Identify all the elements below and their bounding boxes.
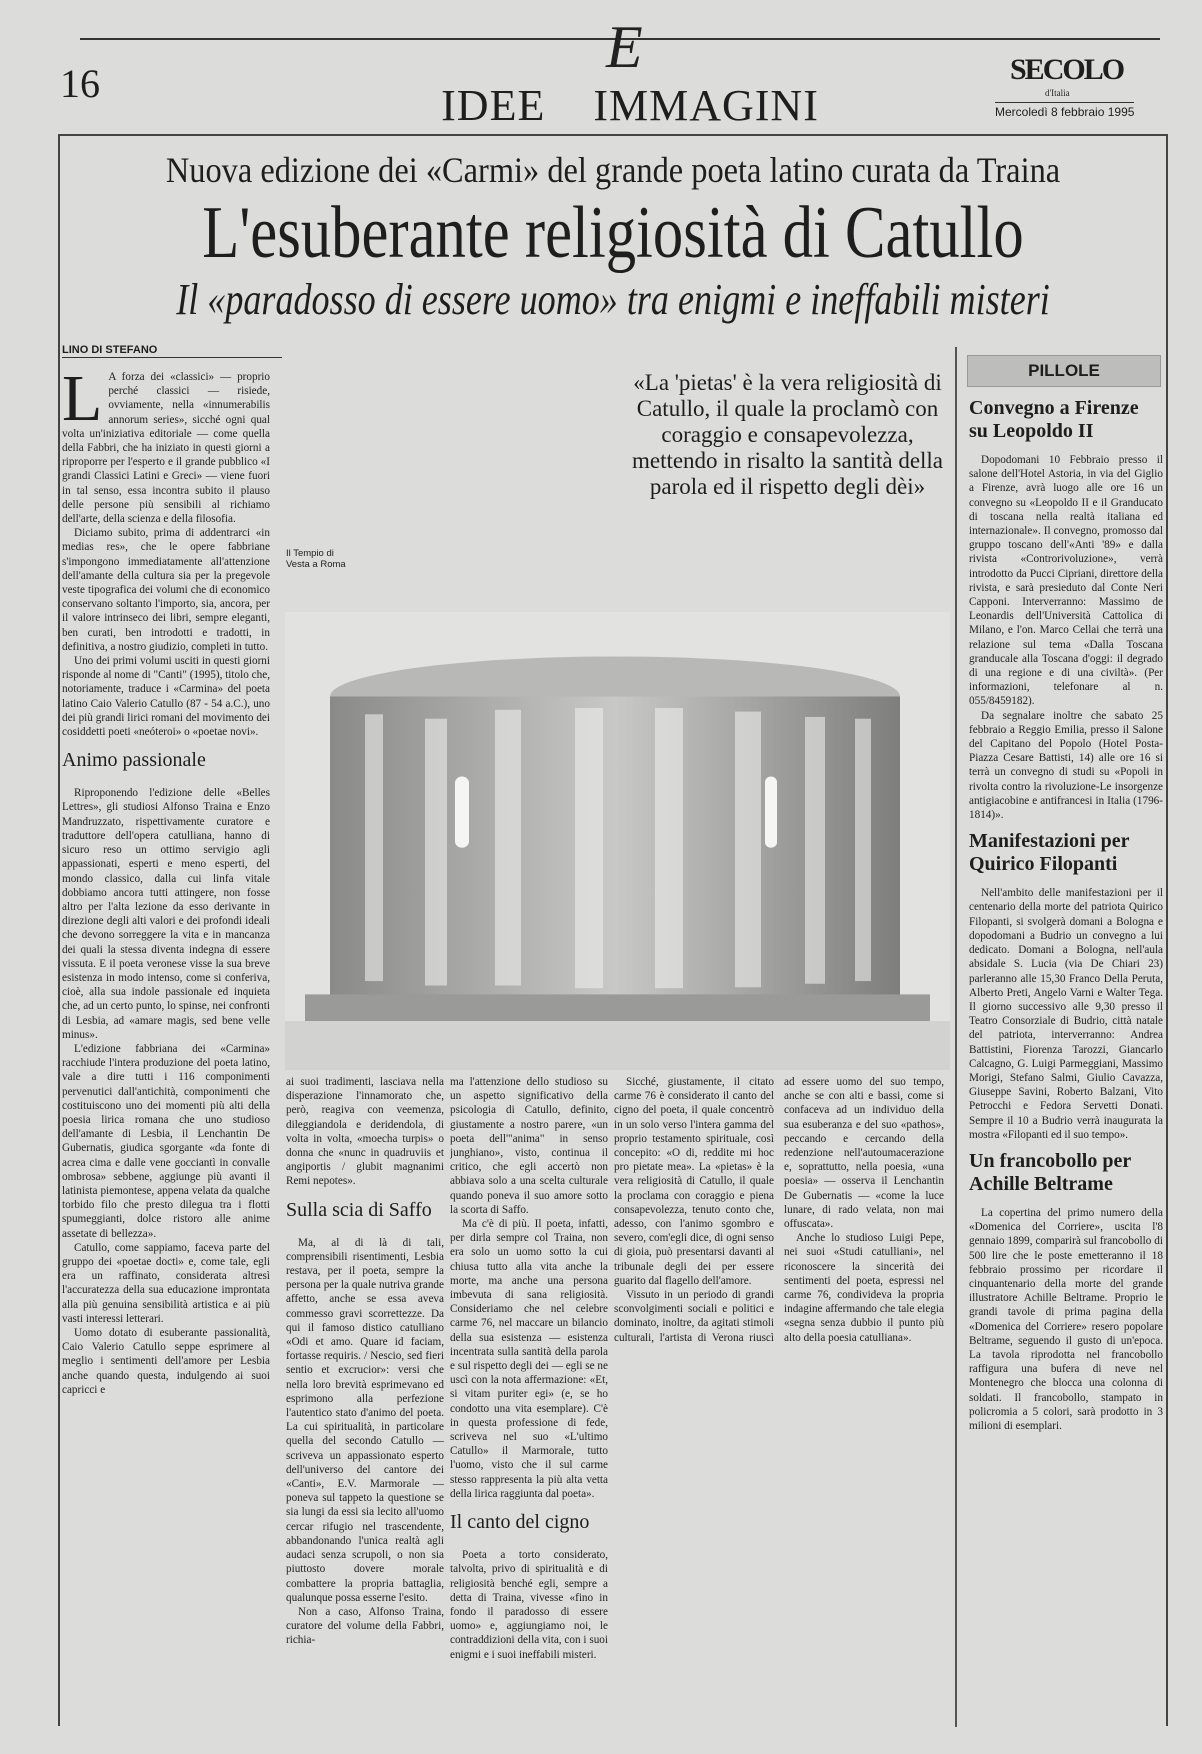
paragraph: Catullo, come sappiamo, faceva parte del gruppo dei «poetae docti» e, come tale, egli era un raffinato, considerata altresì l'accuratezza della sua educazione improntata alla più genuina sensibilità artistica e ai più vasti interessi letterari. xyxy=(62,1241,270,1325)
article-column-3 xyxy=(450,1075,608,1715)
newspaper-logo: SECOLO xyxy=(1010,53,1124,86)
section-ornament: E xyxy=(606,14,643,80)
paragraph: Ma, al di là di tali, comprensibili risentimenti, Lesbia restava, per il poeta, sempre la persona per la quale nutriva grande affetto, anche se essa aveva commesso gravi scorrettezze. Da qui il famoso distico catulliano «Odi et amo. Quare id faciam, fortasse requiris. / Nescio, sed fieri sentio et excrucior»: versi che nella loro brevità esprimevano ed esprimono alla perfezione l'autentico stato d'animo del poeta. La cui spiritualità, in particolare quella del secondo Catullo — scriveva un appassionato esperto dell'universo del cantore dei «Canti», E.V. Marmorale — poneva sul tappeto la questione se sia lungi da essi sia lecito all'uomo cercar rifugio nel trascendente, abbandonando l'unica realtà agli audaci senza scrupoli, o non sia piuttosto dovere morale combattere la propria battaglia, qualunque possa esserne l'esito. xyxy=(286,1236,444,1604)
news-title: Un francobollo per Achille Beltrame xyxy=(969,1149,1131,1195)
article-kicker: Nuova edizione dei «Carmi» del grande poeta latino curata da Traina xyxy=(165,150,1061,190)
paragraph: Diciamo subito, prima di addentrarci «in medias res», che le opere fabbriane s'impongono immediatamente all'attenzione dell'amante della cultura sia per la pregevole veste tipografica dei volumi che di economico conservano soltanto l'importo, sia, ancora, per il valore intrinseco dei libri, sempre eleganti, ben curati, ben introdotti e tradotti, in definitiva, a nostro giudizio, completi in tutto. xyxy=(62,527,270,653)
section-title-part-1: IDEE xyxy=(441,81,546,130)
news-title: Convegno a Firenze su Leopoldo II xyxy=(969,397,1139,442)
byline: LINO DI STEFANO xyxy=(62,344,282,358)
paragraph: A forza dei «classici» — proprio perché classici — risiede, ovviamente, nella «innumerabilis annorum series», sicché ogni qual volta un'iniziativa editoriale — come quella della Fabbri, che ha iniziato in questi giorni a riproporre per l'esperto e il grande pubblico «I grandi Classici Latini e Greci» — viene fuori in tal senso, essa incontra subito il plauso delle persone più sensibili al richiamo dell'arte, della scienza e della filosofia. xyxy=(62,371,270,526)
news-body xyxy=(957,1206,1167,1433)
subheading: Animo passionale xyxy=(62,749,206,772)
paragraph: ai suoi tradimenti, lasciava nella disperazione l'innamorato che, però, reagiva con veemenza, dileggiandola e deridendola, di volta in volta, «moecha turpis» o donna che «nunc in quadruviis et angiportis / glubit magnanimi Remi nepotes». xyxy=(286,1076,444,1188)
page-number: 16 xyxy=(60,61,100,106)
newspaper-logo-sub: d'Italia xyxy=(1045,88,1070,98)
paragraph: L'edizione fabbriana dei «Carmina» racchiude l'intera produzione del poeta latino, vale a dire tutti i 116 componimenti pervenutici dall'antichità, componimenti che costituiscono uno dei momenti più alti della poesia lirica romana che uno studioso dell'amante di Lesbia, il Lenchantin De Gubernatis, giudica sgorgante «da fonte di acrea cima e dalle vene gocciantì in convalle ombrosa» sebbene, aggiunge più avanti il latinista piemontese, appena velata da qualche torbido filo che presto dilegua tra i flotti spumeggianti, dolce ristoro alle anime assetate di bellezza». xyxy=(62,1042,270,1240)
paragraph: ma l'attenzione dello studioso su un aspetto significativo della psicologia di Catullo, definito, giustamente a nostro parere, «un poeta dell'"anima" in senso junghiano», visto, continua il critico, che egli accertò non abbiava solo a una scelta culturale quando poneva il suo amore sotto la scorta di Saffo. xyxy=(450,1076,608,1216)
paragraph: Anche lo studioso Luigi Pepe, nei suoi «Studi catulliani», nel riconoscere la sincerità dei sentimenti del poeta, espressi nel carme 76, condivideva la propria indagine affermando che tale elegia «segna senza dubbio il punto più alto della poesia catulliana». xyxy=(784,1232,944,1344)
section-title xyxy=(410,82,850,130)
paragraph: Riproponendo l'edizione delle «Belles Lettres», gli studiosi Alfonso Traina e Enzo Mandruzzato, rispettivamente curatore e traduttore dell'opera catulliana, hanno di sicuro reso un ottimo servigio agli appassionati, esperti e meno esperti, del mondo classico, dalla cui linfa vitale dobbiamo ancora tutti attingere, non fosse altro per l'alta lezione da esso derivante in direzione degli alti valori e dei profondi ideali che devono sorreggere la vita e in mancanza dei quali la stessa diventa indegna di essere vissuta. E il poeta veronese visse la sua breve esistenza in modo intenso, come si conferiva, cioè, alla sua indole passionale ed inquieta che, ad un certo punto, lo spinse, nei confronti di Lesbia, ad «amare magis, sed bene velle minus». xyxy=(62,787,270,1041)
paragraph: Uomo dotato di esuberante passionalità, Caio Valerio Catullo seppe esprimere al meglio i sentimenti dell'amore per Lesbia anche quando questa, indulgendo ai suoi capricci e xyxy=(62,1327,270,1396)
drop-cap: L xyxy=(62,370,103,435)
subheading: Il canto del cigno xyxy=(450,1511,590,1534)
article-column-2 xyxy=(286,1075,444,1715)
sidebar-pillole xyxy=(955,347,1167,1727)
paragraph: Uno dei primi volumi usciti in questi giorni risponde al nome di "Canti" (1995), titolo che, notoriamente, traduce i «Carmina» del poeta latino Caio Valerio Catullo (87 - 54 a.C.), uno dei più grandi lirici romani del movimento dei cosiddetti poeti «neóteroi» o «poetae novi». xyxy=(62,655,270,739)
paragraph: Poeta a torto considerato, talvolta, privo di spiritualità e di religiosità benché egli, sempre a detta di Traina, vivesse «fino in fondo il paradosso di essere uomo» e, aggiungiamo noi, le contraddizioni della vita, con i suoi enigmi e i suoi ineffabili misteri. xyxy=(450,1549,608,1661)
paragraph: La copertina del primo numero della «Domenica del Corriere», uscita l'8 gennaio 1899, comparirà sul francobollo di 500 lire che le poste emetteranno il 18 febbraio prossimo per ricordare il cinquantenario della morte del grande illustratore Achille Beltrame. Proprio le grandi tavole di prima pagina della «Domenica del Corriere» resero popolare Beltrame, seguendo il gusto di un'epoca. La tavola riprodotta nel francobollo raffigura una bufera di neve nel Montenegro che blocca una colonna di soldati. Il francobollo, stampato in policromia a 5 colori, sarà prodotto in 3 milioni di esemplari. xyxy=(969,1206,1163,1432)
photo-caption: Il Tempio di Vesta a Roma xyxy=(286,548,346,570)
pull-quote: «La 'pietas' è la vera religiosità di Catullo, il quale la proclamò con coraggio e consapevolezza, mettendo in risalto la santità della parola ed il rispetto degli dèi» xyxy=(631,370,944,499)
paragraph: Sicché, giustamente, il citato carme 76 è considerato il canto del cigno del poeta, il quale concentrò in un solo verso l'intera gamma del proprio testamento spirituale, così concepito: «O di, reddite mi hoc pro pietate mea». La «pietas» è la vera religiosità di Catullo, il quale la proclama con coraggio e piena consapevolezza, tenuto conto che, adesso, con l'animo sgombro e severo, com'egli dice, di ogni senso di gioia, può presentarsi davanti al tribunale degli dei per essere guarito dal flagello dell'amore. xyxy=(614,1076,774,1287)
article-column-4 xyxy=(614,1075,944,1715)
paragraph: Nell'ambito delle manifestazioni per il centenario della morte del patriota Quirico Filopanti, si svolgerà domani a Bologna e dopodomani a Budrio un convegno a lui dedicato. Domani a Bologna, nell'aula absidale S. Lucia (via De Chiari 23) parleranno alle 15,30 Franco Della Peruta, Alberto Preti, Angelo Varni e Walter Tega. Il giorno successivo alle 9,30 presso il Teatro Consorziale di Budrio, città natale del patriota, interverranno: Andrea Battistini, Fiorenza Tarozzi, Giancarlo Calcagno, G. Luigi Parmeggiani, Massimo Morigi, Stefano Salmi, Giulio Cavazza, Giuseppe Savini, Roberto Balzani, Vito Petrocchi e Fedora Servetti Donati. Sempre il 10 a Budrio verrà inaugurata la mostra «Filopanti ed il suo tempo». xyxy=(969,887,1163,1141)
news-title: Manifestazioni per Quirico Filopanti xyxy=(969,830,1130,876)
article-title: L'esuberante religiosità di Catullo xyxy=(202,192,1024,274)
issue-date: Mercoledì 8 febbraio 1995 xyxy=(995,102,1134,119)
temple-of-vesta-photo xyxy=(285,612,950,1070)
article-subtitle: Il «paradosso di essere uomo» tra enigmi e ineffabili misteri xyxy=(176,275,1050,324)
subheading: Sulla scia di Saffo xyxy=(286,1198,432,1221)
news-body xyxy=(957,886,1167,1142)
section-title-part-2: IMMAGINI xyxy=(593,81,819,130)
paragraph: Non a caso, Alfonso Traina, curatore del volume della Fabbri, richia- xyxy=(286,1605,444,1647)
news-body xyxy=(957,453,1167,822)
sidebar-label: PILLOLE xyxy=(967,355,1161,387)
article-column-1 xyxy=(62,370,270,1695)
paragraph: Ma c'è di più. Il poeta, infatti, per dirla sempre col Traina, non era solo un uomo sotto la cui chiusa tutto alla vita anche la morte, ma anche una persona imbevuta di sana religiosità. Consideriamo che nel celebre carme 76, nel maccare un bilancio della sua esistenza — esistenza incentrata sulla santità della parola e sul rispetto degli dei — egli se ne uscì con la nota affermazione: «Et, si vitam puriter egi» (e, se ho condotto una vita esemplare). C'è in questa professione di fede, scriveva nel suo «L'ultimo Catullo» il Marmorale, tutto l'uomo, visto che il sul carme stesso rappresenta la più alta vetta della lirica raggiunta dal poeta». xyxy=(450,1218,608,1500)
paragraph: Dopodomani 10 Febbraio presso il salone dell'Hotel Astoria, in via del Giglio a Firenze, avrà luogo alle ore 16 un convegno su «Leopoldo II e il Granducato di toscana nella realtà italiana ed internazionale». Il convegno, promosso dal gruppo toscano dell'«Anti '89» e dalla rivista «Controrivoluzione», verrà introdotto da Pucci Cipriani, direttore della rivista, e sarà presieduto dal Conte Neri Capponi. Interverranno: Massimo de Leonardis dell'Università Cattolica di Milano, e l'on. Marco Cellai che terrà una relazione sul tema «Dalla Toscana granducale alla Toscana d'oggi: il degrado di una regione e di una civiltà». (Per informazioni, telefonare al n. 055/8459182). xyxy=(969,454,1163,708)
paragraph: Da segnalare inoltre che sabato 25 febbraio a Reggio Emilia, presso il Salone del Capitano del Popolo (Hotel Posta-Piazza Cesare Battisti, 14) alle ore 16 si terrà un convegno di studi su «Popoli in rivolta contro la rivoluzione-Le insorgenze antigiacobine e antifrancesi in Italia (1796-1814)». xyxy=(969,709,1163,822)
paragraph: Vissuto in un periodo di grandi sconvolgimenti sociali e politici e dominato, inoltre, da agitati stimoli culturali, l'artista di Verona riuscì ad essere uomo del suo tempo, anche se con alti e bassi, come si confaceva ad un individuo della sua esuberanza e del suo «pathos», peccando e cercando della redenzione nell'autoumacerazione e, soprattutto, nella poesia, «una poesia» — osserva il Lenchantin De Gubernatis — «come la luce lunare, di rado velata, non mai offuscata». xyxy=(614,1076,944,1344)
